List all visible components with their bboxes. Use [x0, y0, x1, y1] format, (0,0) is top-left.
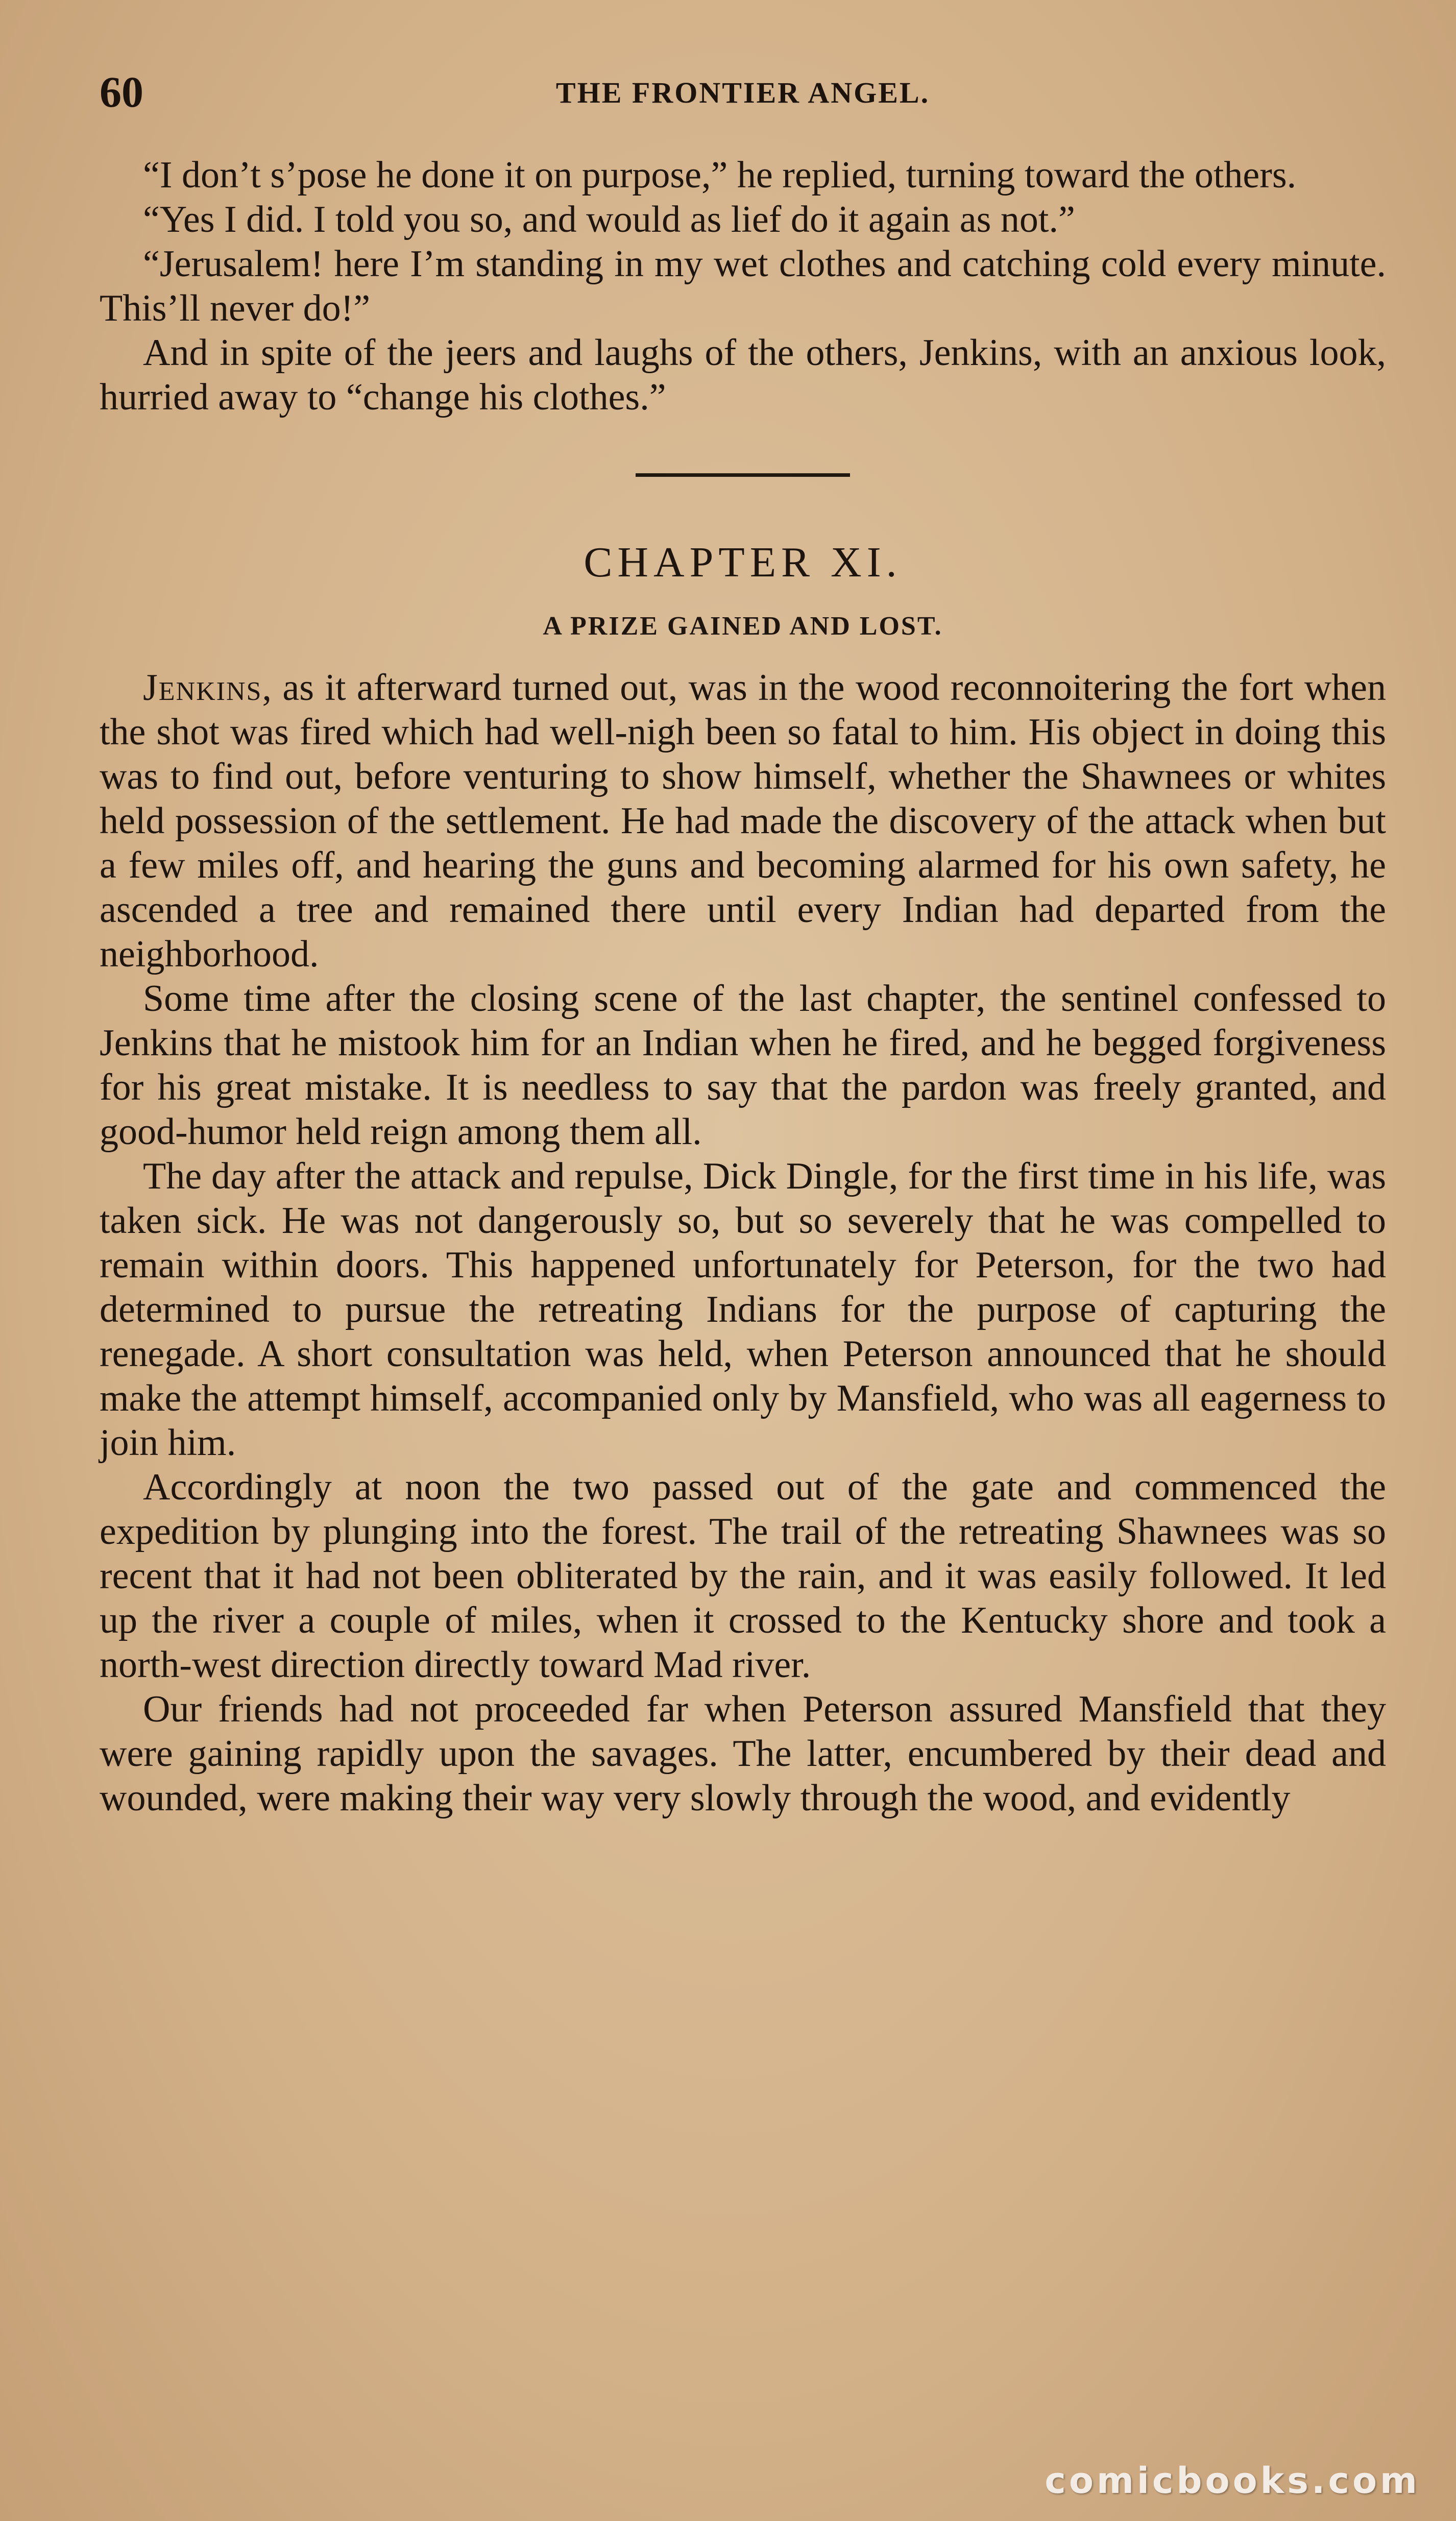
paragraph: “Jerusalem! here I’m standing in my wet clothes and catching cold every minute. This’ll never do!”	[100, 243, 1386, 329]
paragraph: Accordingly at noon the two passed out of the gate and commenced the expedition by plunging into the forest. The trail of the retreating Shawnees was so recent that it had not been obliterated by the rain, and it was easily followed. It led up the river a couple of miles, when it crossed to the Kentucky shore and took a north-west direction directly toward Mad river.	[100, 1466, 1386, 1686]
horizontal-rule	[636, 473, 850, 477]
running-title: THE FRONTIER ANGEL.	[555, 76, 930, 109]
paragraph: And in spite of the jeers and laughs of the others, Jenkins, with an anxious look, hurried away to “change his clothes.”	[100, 332, 1386, 418]
page-header	[100, 66, 1386, 123]
paragraph: Some time after the closing scene of the last chapter, the sentinel confessed to Jenkins that he mistook him for an Indian when he fired, and he begged forgiveness for his great mistake. It is needless to say that the pardon was freely granted, and good-humor held reign among them all.	[100, 978, 1386, 1153]
paragraph: Our friends had not proceeded far when Peterson assured Mansfield that they were gaining rapidly upon the savages. The latter, encumbered by their dead and wounded, were making their way very slowly through the wood, and evidently	[100, 1688, 1386, 1819]
lead-word: Jenkins	[143, 667, 262, 709]
watermark: comicbooks.com	[1045, 2460, 1420, 2502]
chapter-subtitle: A PRIZE GAINED AND LOST.	[543, 612, 943, 641]
paragraph: “I don’t s’pose he done it on purpose,” he replied, turning toward the others.	[143, 154, 1297, 196]
body-text	[100, 153, 1386, 1821]
paragraph: “Yes I did. I told you so, and would as lief do it again as not.”	[143, 199, 1075, 240]
paragraph: The day after the attack and repulse, Dick Dingle, for the first time in his life, was taken sick. He was not dangerously so, but so severely that he was compelled to remain within doors. This happened unfortunately for Peterson, for the two had determined to pursue the retreating Indians for the purpose of capturing the renegade. A short consultation was held, when Peterson announced that he should make the attempt himself, accompanied only by Mansfield, who was all eagerness to join him.	[100, 1155, 1386, 1464]
chapter-opening-paragraph	[100, 666, 1386, 977]
paragraph-text: , as it afterward turned out, was in the wood reconnoitering the fort when the shot was fired which had well-nigh been so fatal to him. His object in doing this was to find out, before venturing to show himself, whether the Shawnees or whites held possession of the settlement. He had made the discovery of the attack when but a few miles off, and hearing the guns and becoming alarmed for his own safety, he ascended a tree and remained there until every Indian had departed from the neighborhood.	[100, 667, 1386, 975]
page-number: 60	[100, 67, 143, 116]
section-divider	[100, 420, 1386, 537]
chapter-title: CHAPTER XI.	[584, 539, 902, 586]
